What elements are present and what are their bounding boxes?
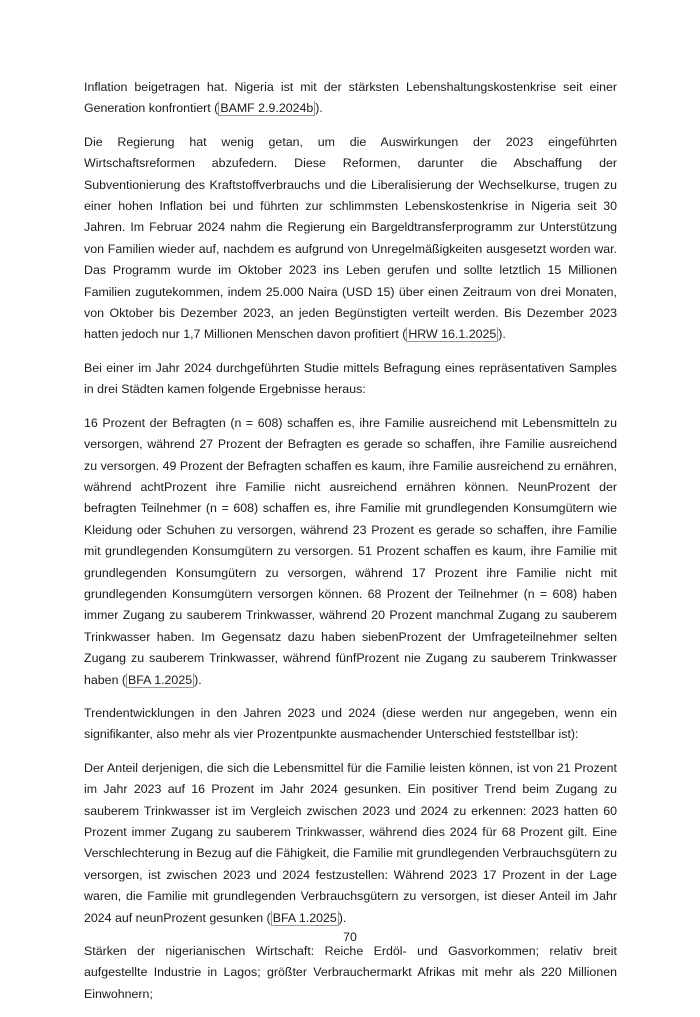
paragraph-economy-strengths bbox=[84, 941, 617, 1005]
source-link-bfa[interactable]: BFA 1.2025 bbox=[128, 672, 193, 687]
source-link-bamf[interactable]: BAMF 2.9.2024b bbox=[220, 101, 314, 116]
paragraph-inflation-nigeria bbox=[84, 77, 617, 120]
paragraph-trend-intro bbox=[84, 703, 617, 746]
paragraph-text: Der Anteil derjenigen, die sich die Lebensmittel für die Familie leisten können, ist von 21 Prozent im Jahr 2023 auf 16 Prozent im Jahr 2024 gesunken. Ein positiver Trend beim Zugang zu sauberem Trinkwasser ist im Vergleich zwischen 2023 und 2024 zu erkennen: 2023 hatten 60 Prozent immer Zugang zu sauberem Trinkwasser, während dies 2024 für 68 Prozent gilt. Eine Verschlechterung in Bezug auf die Fähigkeit, die Familie mit grundlegenden Verbrauchsgütern zu versorgen, ist zwischen 2023 und 2024 festzustellen: Während 2023 17 Prozent in der Lage waren, die Familie mit grundlegenden Verbrauchsgütern zu versorgen, ist dieser Anteil im Jahr 2024 auf neunProzent gesunken ( bbox=[84, 760, 617, 925]
paragraph-trend-details bbox=[84, 758, 617, 929]
paragraph-text-end: ). bbox=[338, 910, 347, 925]
source-link-hrw[interactable]: HRW 16.1.2025 bbox=[408, 327, 497, 342]
paragraph-text: Bei einer im Jahr 2024 durchgeführten Studie mittels Befragung eines repräsentativen Samples in drei Städten kamen folgende Ergebnisse heraus: bbox=[84, 360, 617, 397]
page-number: 70 bbox=[343, 930, 357, 944]
paragraph-text: Stärken der nigerianischen Wirtschaft: Reiche Erdöl- und Gasvorkommen; relativ breit aufgestellte Industrie in Lagos; größter Verbrauchermarkt Afrikas mit mehr als 220 Millionen Einwohnern; bbox=[84, 944, 617, 1001]
paragraph-text: Trendentwicklungen in den Jahren 2023 und 2024 (diese werden nur angegeben, wenn ein signifikanter, also mehr als vier Prozentpunkte ausmachender Unterschied feststellbar ist): bbox=[84, 705, 617, 742]
paragraph-text: Inflation beigetragen hat. Nigeria ist mit der stärksten Lebenshaltungskostenkrise seit einer Generation konfrontiert ( bbox=[84, 80, 617, 116]
paragraph-text-end: ). bbox=[194, 672, 202, 687]
paragraph-text-end: ). bbox=[498, 327, 506, 342]
paragraph-study-results bbox=[84, 413, 617, 691]
source-link-bfa[interactable]: BFA 1.2025 bbox=[272, 910, 337, 925]
paragraph-text-end: ). bbox=[315, 101, 323, 116]
paragraph-text: 16 Prozent der Befragten (n = 608) schaffen es, ihre Familie ausreichend mit Lebensmitteln zu versorgen, während 27 Prozent der Befragten es gerade so schaffen, ihre Familie ausreichend zu versorgen. 49 Prozent der Befragten schaffen es kaum, ihre Familie ausreichend zu ernähren, während achtProzent ihre Familie nicht ausreichend ernähren können. NeunProzent der befragten Teilnehmer (n = 608) schaffen es, ihre Familie mit grundlegenden Konsumgütern wie Kleidung oder Schuhen zu versorgen, während 23 Prozent es gerade so schaffen, ihre Familie mit grundlegenden Konsumgütern zu versorgen. 51 Prozent schaffen es kaum, ihre Familie mit grundlegenden Konsumgütern zu versorgen, während 17 Prozent ihre Familie nicht mit grundlegenden Konsumgütern versorgen können. 68 Prozent der Teilnehmer (n = 608) haben immer Zugang zu sauberem Trinkwasser, während 20 Prozent manchmal Zugang zu sauberem Trinkwasser haben. Im Gegensatz dazu haben siebenProzent der Umfrageteilnehmer selten Zugang zu sauberem Trinkwasser, während fünfProzent nie Zugang zu sauberem Trinkwasser haben ( bbox=[84, 415, 617, 687]
paragraph-government-reforms bbox=[84, 132, 617, 346]
document-body bbox=[84, 77, 617, 1017]
paragraph-text: Die Regierung hat wenig getan, um die Auswirkungen der 2023 eingeführten Wirtschaftsreformen abzufedern. Diese Reformen, darunter die Abschaffung der Subventionierung des Kraftstoffverbrauchs und die Liberalisierung der Wechselkurse, trugen zu einer hohen Inflation bei und führten zur schlimmsten Lebenskostenkrise in Nigeria seit 30 Jahren. Im Februar 2024 nahm die Regierung ein Bargeldtransferprogramm zur Unterstützung von Familien wieder auf, nachdem es aufgrund von Unregelmäßigkeiten ausgesetzt worden war. Das Programm wurde im Oktober 2023 ins Leben gerufen und sollte letztlich 15 Millionen Familien zugutekommen, indem 25.000 Naira (USD 15) über einen Zeitraum von drei Monaten, von Oktober bis Dezember 2023, an jeden Begünstigten verteilt werden. Bis Dezember 2023 hatten jedoch nur 1,7 Millionen Menschen davon profitiert ( bbox=[84, 134, 617, 342]
paragraph-study-intro bbox=[84, 358, 617, 401]
